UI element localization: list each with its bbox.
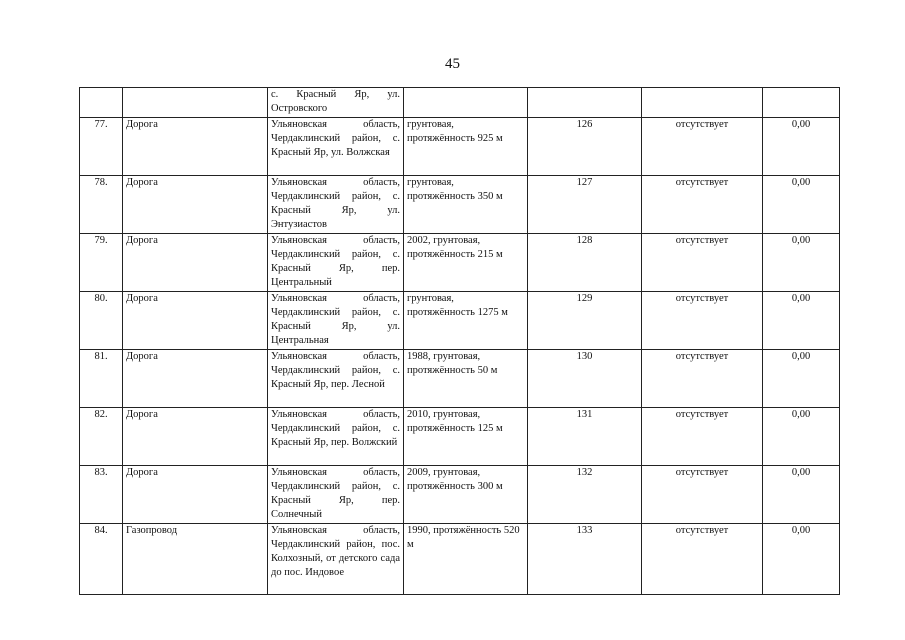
cell-address: Ульяновская область, Чердаклинский район, с. Красный Яр, ул. Центральная <box>268 292 404 350</box>
cell-description: грунтовая, протяжённость 1275 м <box>404 292 528 350</box>
cell-name: Дорога <box>123 176 268 234</box>
cell-address: Ульяновская область, Чердаклинский район, с. Красный Яр, пер. Лесной <box>268 350 404 408</box>
cell-number: 77. <box>80 118 123 176</box>
cell-description: 1990, протяжённость 520 м <box>404 524 528 595</box>
cell-number: 81. <box>80 350 123 408</box>
cell-id: 133 <box>528 524 642 595</box>
table-row <box>80 118 840 176</box>
cell-description: грунтовая, протяжённость 350 м <box>404 176 528 234</box>
cell-address: Ульяновская область, Чердаклинский район, с. Красный Яр, пер. Центральный <box>268 234 404 292</box>
cell-value: 0,00 <box>763 118 840 176</box>
cell-name: Дорога <box>123 292 268 350</box>
cell-encumbrance: отсутствует <box>642 408 763 466</box>
cell-encumbrance: отсутствует <box>642 234 763 292</box>
cell-id: 131 <box>528 408 642 466</box>
cell-name: Дорога <box>123 118 268 176</box>
cell-number: 83. <box>80 466 123 524</box>
cell-name: Дорога <box>123 350 268 408</box>
cell-encumbrance: отсутствует <box>642 176 763 234</box>
cell-address: Ульяновская область, Чердаклинский район, с. Красный Яр, ул. Волжская <box>268 118 404 176</box>
cell-encumbrance <box>642 88 763 118</box>
cell-description <box>404 88 528 118</box>
cell-value: 0,00 <box>763 234 840 292</box>
table-row <box>80 466 840 524</box>
table-row <box>80 408 840 466</box>
page-number: 45 <box>445 56 460 72</box>
cell-description: 2002, грунтовая, протяжённость 215 м <box>404 234 528 292</box>
cell-id: 128 <box>528 234 642 292</box>
cell-number: 78. <box>80 176 123 234</box>
cell-encumbrance: отсутствует <box>642 466 763 524</box>
cell-name <box>123 88 268 118</box>
cell-name: Дорога <box>123 408 268 466</box>
cell-name: Газопровод <box>123 524 268 595</box>
cell-description: грунтовая, протяжённость 925 м <box>404 118 528 176</box>
table-row <box>80 234 840 292</box>
cell-value: 0,00 <box>763 466 840 524</box>
cell-address: Ульяновская область, Чердаклинский район, с. Красный Яр, пер. Волжский <box>268 408 404 466</box>
cell-number: 80. <box>80 292 123 350</box>
cell-description: 2010, грунтовая, протяжённость 125 м <box>404 408 528 466</box>
cell-number: 79. <box>80 234 123 292</box>
table-row <box>80 176 840 234</box>
cell-description: 2009, грунтовая, протяжённость 300 м <box>404 466 528 524</box>
cell-id: 129 <box>528 292 642 350</box>
cell-name: Дорога <box>123 234 268 292</box>
cell-address: с. Красный Яр, ул. Островского <box>268 88 404 118</box>
cell-number <box>80 88 123 118</box>
cell-description: 1988, грунтовая, протяжённость 50 м <box>404 350 528 408</box>
cell-address: Ульяновская область, Чердаклинский район, с. Красный Яр, ул. Энтузиастов <box>268 176 404 234</box>
table-row <box>80 524 840 595</box>
cell-address: Ульяновская область, Чердаклинский район, с. Красный Яр, пер. Солнечный <box>268 466 404 524</box>
property-registry-table <box>79 87 840 595</box>
cell-encumbrance: отсутствует <box>642 524 763 595</box>
cell-address: Ульяновская область, Чердаклинский район, пос. Колхозный, от детского сада до пос. Индовое <box>268 524 404 595</box>
cell-id: 132 <box>528 466 642 524</box>
table-row <box>80 292 840 350</box>
cell-number: 84. <box>80 524 123 595</box>
cell-encumbrance: отсутствует <box>642 118 763 176</box>
cell-value: 0,00 <box>763 176 840 234</box>
cell-id: 126 <box>528 118 642 176</box>
cell-value: 0,00 <box>763 408 840 466</box>
cell-value: 0,00 <box>763 524 840 595</box>
cell-id <box>528 88 642 118</box>
cell-encumbrance: отсутствует <box>642 350 763 408</box>
cell-encumbrance: отсутствует <box>642 292 763 350</box>
cell-name: Дорога <box>123 466 268 524</box>
cell-number: 82. <box>80 408 123 466</box>
cell-value: 0,00 <box>763 350 840 408</box>
continuation-row <box>80 88 840 118</box>
cell-id: 130 <box>528 350 642 408</box>
cell-id: 127 <box>528 176 642 234</box>
cell-value <box>763 88 840 118</box>
table-row <box>80 350 840 408</box>
cell-value: 0,00 <box>763 292 840 350</box>
